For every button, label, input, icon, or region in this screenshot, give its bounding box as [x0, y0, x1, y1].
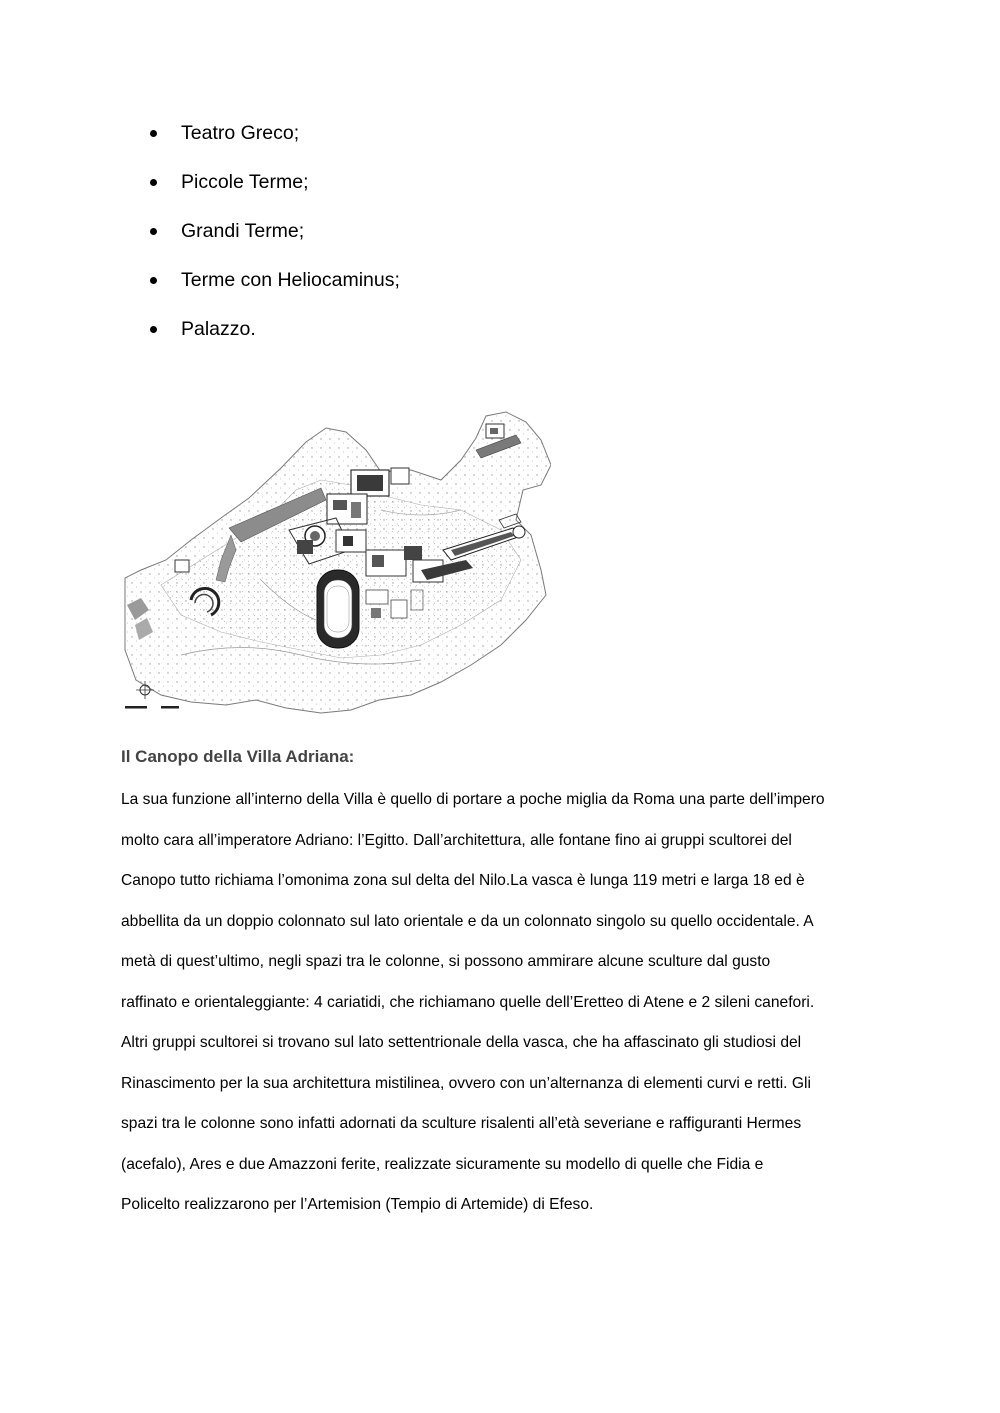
- list-item: [150, 167, 309, 197]
- paragraph-line: Rinascimento per la sua architettura mistilinea, ovvero con un’alternanza di elementi curvi e retti. Gli: [121, 1074, 811, 1092]
- bullet-icon: [150, 277, 157, 284]
- list-item-text: Palazzo.: [181, 318, 256, 340]
- list-item-text: Teatro Greco;: [181, 122, 300, 144]
- bullet-icon: [150, 326, 157, 333]
- site-plan-image: [121, 410, 551, 715]
- paragraph-line: raffinato e orientaleggiante: 4 cariatidi, che richiamano quelle dell’Eretteo di Atene e 2 sileni canefori.: [121, 993, 815, 1011]
- paragraph-line: Canopo tutto richiama l’omonima zona sul delta del Nilo.La vasca è lunga 119 metri e larga 18 ed è: [121, 872, 805, 889]
- list-item: [150, 314, 256, 344]
- paragraph-line: metà di quest’ultimo, negli spazi tra le colonne, si possono ammirare alcune sculture dal gusto: [121, 953, 771, 970]
- paragraph-line: La sua funzione all’interno della Villa è quello di portare a poche miglia da Roma una parte dell’impero: [121, 791, 825, 808]
- paragraph-line: molto cara all’imperatore Adriano: l’Egitto. Dall’architettura, alle fontane fino ai gruppi scultorei del: [121, 831, 792, 849]
- paragraph-line: (acefalo), Ares e due Amazzoni ferite, realizzate sicuramente su modello di quelle che Fidia e: [121, 1155, 764, 1173]
- paragraph-line: Policelto realizzarono per l’Artemision (Tempio di Artemide) di Efeso.: [121, 1196, 594, 1213]
- list-item-text: Grandi Terme;: [181, 220, 305, 242]
- list-item-text: Piccole Terme;: [181, 171, 309, 193]
- list-item: [150, 216, 304, 246]
- list-item-text: Terme con Heliocaminus;: [181, 269, 400, 291]
- paragraph-line: spazi tra le colonne sono infatti adornati da sculture risalenti all’età severiane e raffiguranti Hermes: [121, 1115, 802, 1132]
- list-item: [150, 265, 400, 295]
- paragraph-line: abbellita da un doppio colonnato sul lato orientale e da un colonnato singolo su quello occidentale. A: [121, 912, 814, 930]
- paragraph-line: Altri gruppi scultorei si trovano sul lato settentrionale della vasca, che ha affascinato gli studiosi del: [121, 1034, 802, 1051]
- body-paragraph: [121, 786, 891, 1232]
- bullet-icon: [150, 179, 157, 186]
- bullet-icon: [150, 130, 157, 137]
- section-heading: Il Canopo della Villa Adriana:: [121, 747, 355, 766]
- list-item: [150, 118, 299, 148]
- bullet-icon: [150, 228, 157, 235]
